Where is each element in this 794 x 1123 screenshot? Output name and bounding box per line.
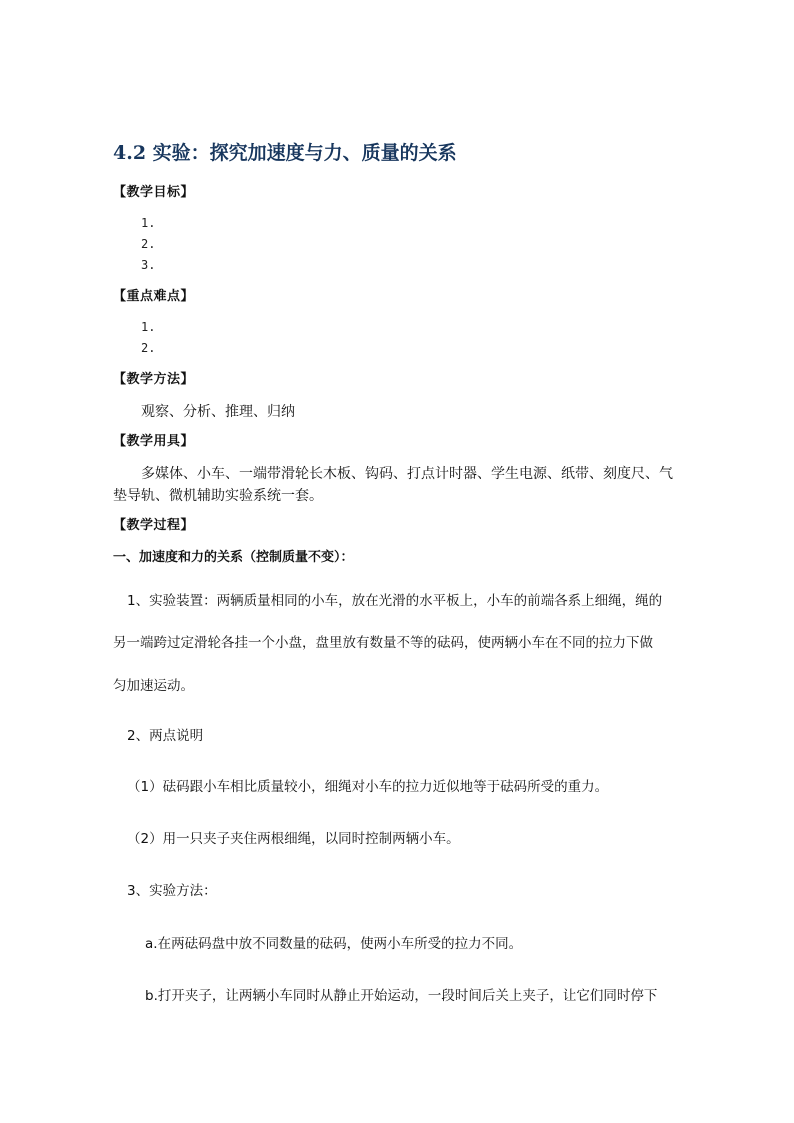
tools-heading: 【教学用具】 — [113, 434, 195, 449]
apparatus-line1: 1、实验装置：两辆质量相同的小车，放在光滑的水平板上，小车的前端各系上细绳，绳的 — [127, 593, 663, 609]
key-point-item-2: 2. — [141, 341, 156, 355]
key-points-heading: 【重点难点】 — [113, 289, 195, 304]
objective-item-2: 2. — [141, 237, 156, 251]
notes-heading: 2、两点说明 — [127, 728, 204, 744]
part1-heading: 一、加速度和力的关系（控制质量不变）： — [113, 550, 354, 565]
note-2: （2）用一只夹子夹住两根细绳，以同时控制两辆小车。 — [127, 831, 460, 847]
tools-text-line2: 垫导轨、微机辅助实验系统一套。 — [113, 488, 323, 504]
method-step-b: b.打开夹子，让两辆小车同时从静止开始运动，一段时间后关上夹子，让它们同时停下 — [145, 988, 658, 1004]
objective-item-1: 1. — [141, 216, 156, 230]
methods-text: 观察、分析、推理、归纳 — [141, 404, 295, 420]
apparatus-line3: 匀加速运动。 — [113, 678, 194, 694]
method-step-a: a.在两砝码盘中放不同数量的砝码，使两小车所受的拉力不同。 — [145, 936, 523, 952]
key-point-item-1: 1. — [141, 320, 156, 334]
note-1: （1）砝码跟小车相比质量较小，细绳对小车的拉力近似地等于砝码所受的重力。 — [127, 779, 609, 795]
objective-item-3: 3. — [141, 258, 156, 272]
tools-text-line1: 多媒体、小车、一端带滑轮长木板、钩码、打点计时器、学生电源、纸带、刻度尺、气 — [141, 466, 673, 482]
page-title: 4.2 实验：探究加速度与力、质量的关系 — [113, 142, 457, 164]
method-heading: 3、实验方法： — [127, 883, 217, 899]
process-heading: 【教学过程】 — [113, 518, 195, 533]
apparatus-line2: 另一端跨过定滑轮各挂一个小盘，盘里放有数量不等的砝码，使两辆小车在不同的拉力下做 — [113, 635, 653, 651]
objectives-heading: 【教学目标】 — [113, 185, 195, 200]
methods-heading: 【教学方法】 — [113, 372, 195, 387]
